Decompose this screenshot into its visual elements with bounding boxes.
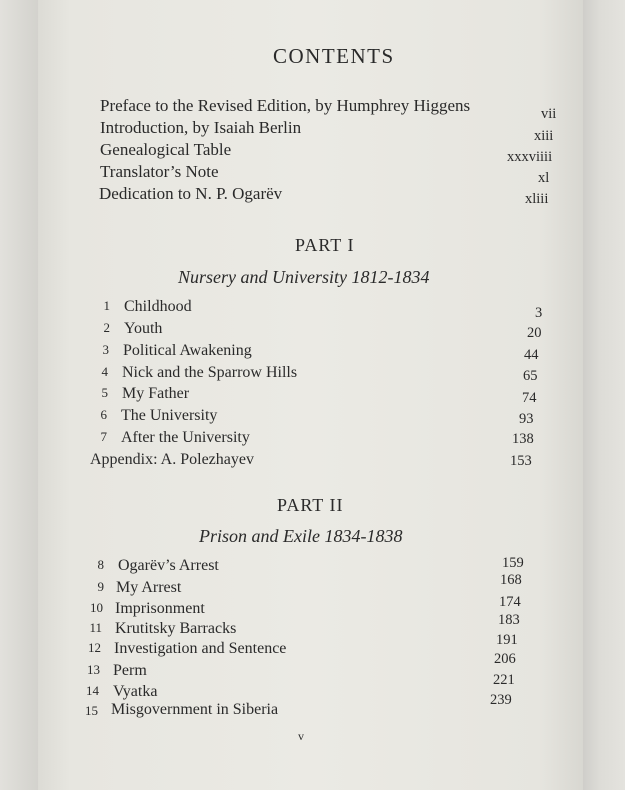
chapter-number: 1 (103, 298, 110, 313)
chapter-title: The University (121, 407, 218, 424)
front-matter-label: Introduction, by Isaiah Berlin (100, 118, 302, 137)
facing-page-edge (0, 0, 38, 790)
chapter-title: My Arrest (116, 579, 182, 596)
chapter-title: Misgovernment in Siberia (111, 701, 279, 718)
chapter-number: 10 (90, 600, 103, 615)
front-matter-page: vii (541, 106, 557, 122)
chapter-page: 206 (494, 651, 516, 667)
chapter-page: 239 (490, 692, 512, 708)
chapter-page: 74 (522, 390, 537, 406)
chapter-number: 2 (103, 320, 110, 335)
chapter-number: 4 (101, 364, 108, 379)
chapter-title: Investigation and Sentence (114, 640, 287, 657)
front-matter-label: Dedication to N. P. Ogarëv (99, 184, 283, 203)
chapter-number: 15 (85, 703, 98, 718)
chapter-title: Perm (113, 662, 147, 679)
chapter-number: 14 (86, 683, 99, 698)
chapter-page: 3 (535, 305, 543, 321)
chapter-number: 9 (97, 579, 104, 594)
folio-page-number: v (298, 729, 304, 743)
appendix-page: 153 (510, 453, 532, 469)
chapter-page: 159 (502, 555, 524, 571)
appendix-title: Appendix: A. Polezhayev (90, 451, 254, 468)
chapter-title: Political Awakening (123, 342, 252, 359)
chapter-page: 168 (500, 572, 522, 588)
chapter-number: 12 (88, 640, 101, 655)
chapter-title: After the University (121, 429, 250, 446)
chapter-title: Nick and the Sparrow Hills (122, 364, 298, 381)
chapter-title: Krutitsky Barracks (115, 620, 237, 637)
page-edge-shadow (583, 0, 625, 790)
chapter-page: 174 (499, 594, 521, 610)
chapter-title: Ogarëv’s Arrest (118, 557, 219, 574)
chapter-number: 6 (100, 407, 107, 422)
chapter-number: 13 (87, 662, 100, 677)
contents-heading: CONTENTS (273, 44, 395, 68)
chapter-page: 191 (496, 632, 518, 648)
front-matter-page: xxxviiii (507, 149, 553, 165)
chapter-page: 20 (527, 325, 542, 341)
chapter-page: 44 (524, 347, 539, 363)
chapter-number: 3 (102, 342, 109, 357)
front-matter-label: Preface to the Revised Edition, by Humphrey Higgens (100, 96, 471, 115)
chapter-page: 138 (512, 431, 534, 447)
front-matter-label: Translator’s Note (100, 162, 219, 181)
chapter-page: 65 (523, 368, 538, 384)
front-matter-label: Genealogical Table (100, 140, 232, 159)
chapter-number: 8 (97, 557, 104, 572)
chapter-title: Childhood (124, 298, 192, 315)
chapter-title: Youth (124, 320, 163, 337)
chapter-number: 7 (100, 429, 107, 444)
part-1-subtitle: Nursery and University 1812-1834 (178, 267, 430, 287)
chapter-page: 221 (493, 672, 515, 688)
part-2-heading: PART II (277, 495, 344, 515)
chapter-number: 5 (101, 385, 108, 400)
front-matter-page: xiii (534, 128, 554, 144)
front-matter-page: xliii (525, 191, 549, 207)
chapter-title: My Father (122, 385, 190, 402)
chapter-title: Imprisonment (115, 600, 205, 617)
part-1-heading: PART I (295, 235, 355, 255)
chapter-title: Vyatka (113, 683, 158, 700)
front-matter-page: xl (538, 170, 550, 186)
chapter-page: 93 (519, 411, 534, 427)
chapter-number: 11 (89, 620, 102, 635)
part-2-subtitle: Prison and Exile 1834-1838 (199, 526, 403, 546)
chapter-page: 183 (498, 612, 520, 628)
